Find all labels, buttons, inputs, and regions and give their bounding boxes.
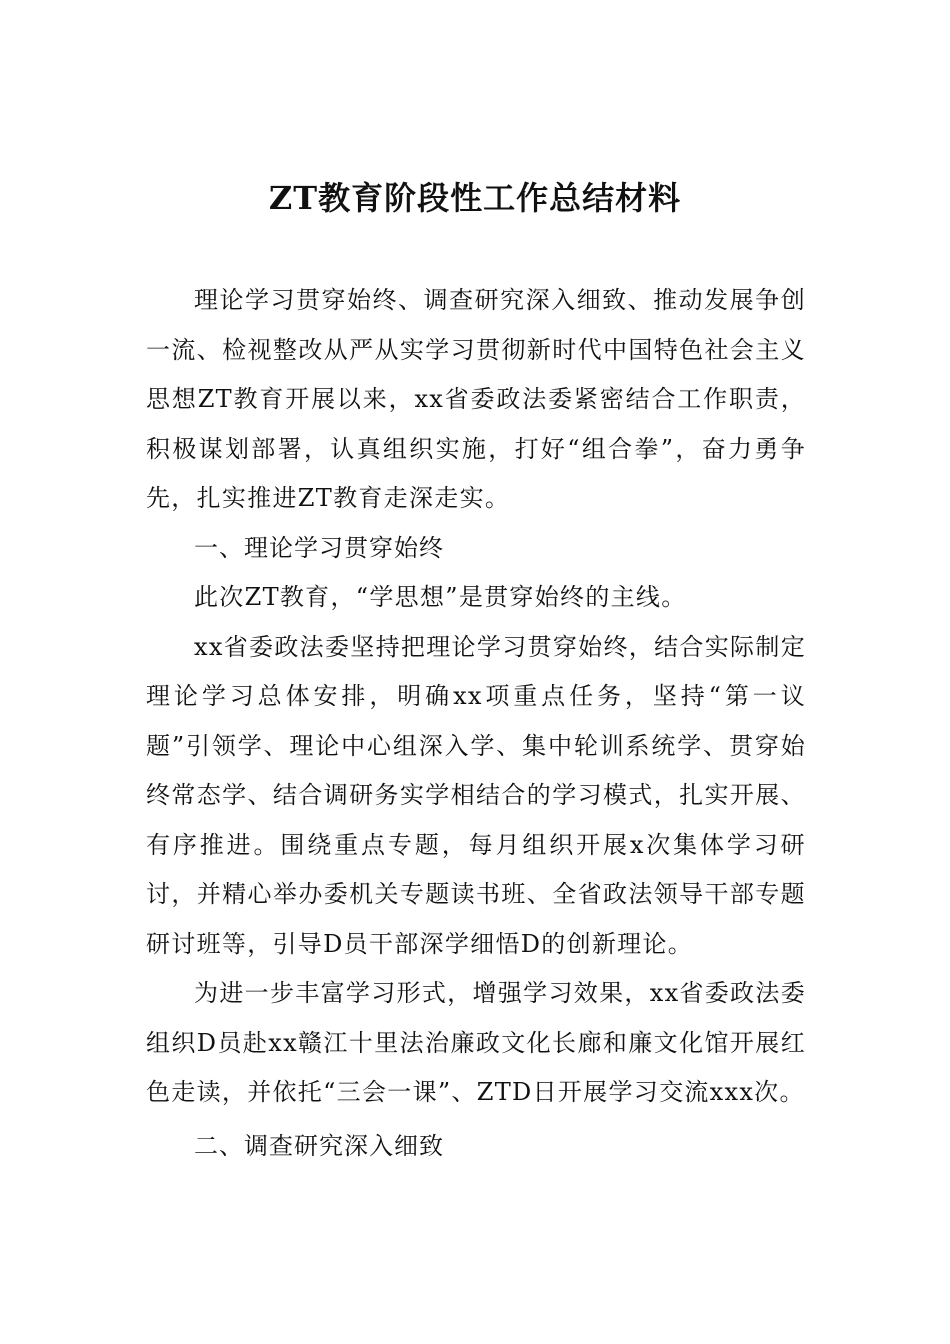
body-paragraph: 此次ZT教育，“学思想”是贯穿始终的主线。 (194, 583, 687, 611)
document-title: ZT教育阶段性工作总结材料 (268, 179, 682, 217)
intro-paragraph: 理论学习贯穿始终、调查研究深入细致、推动发展争创一流、检视整改从严从实学习贯彻新时代中国特色社会主义思想ZT教育开展以来，xx省委政法委紧密结合工作职责，积极谋划部署，认真组织实施，打好“组合拳”，奋力勇争先，扎实推进ZT教育走深走实。 (146, 286, 806, 512)
section-heading-2: 二、调查研究深入细致 (194, 1131, 444, 1160)
document-body (146, 276, 806, 1171)
body-paragraph: 为进一步丰富学习形式，增强学习效果，xx省委政法委组织D员赴xx赣江十里法治廉政文化长廊和廉文化馆开展红色走读，并依托“三会一课”、ZTD日开展学习交流xxx次。 (146, 979, 806, 1106)
body-paragraph: xx省委政法委坚持把理论学习贯穿始终，结合实际制定理论学习总体安排，明确xx项重点任务，坚持“第一议题”引领学、理论中心组深入学、集中轮训系统学、贯穿始终常态学、结合调研务实学相结合的学习模式，扎实开展、有序推进。围绕重点专题，每月组织开展x次集体学习研讨，并精心举办委机关专题读书班、全省政法领导干部专题研讨班等，引导D员干部深学细悟D的创新理论。 (146, 632, 806, 958)
section-heading-1: 一、理论学习贯穿始终 (194, 533, 444, 562)
